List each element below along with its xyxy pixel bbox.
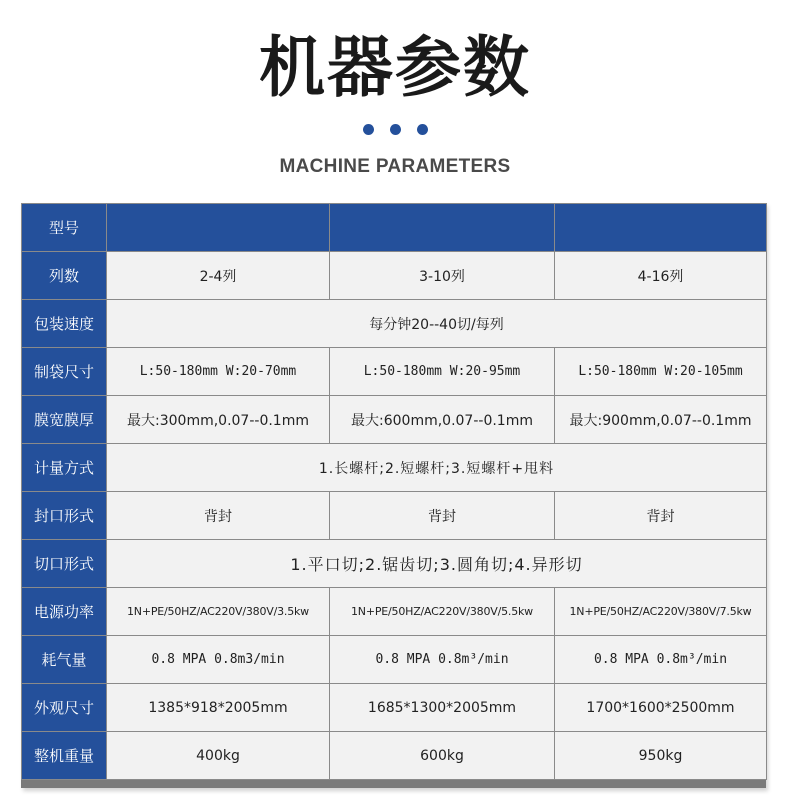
table-cell: 最大:600mm,0.07--0.1mm: [330, 396, 555, 444]
table-cell: 0.8 MPA 0.8m³/min: [330, 636, 555, 684]
table-cell: 1N+PE/50HZ/AC220V/380V/7.5kw: [555, 588, 767, 636]
table-row-weight: [22, 732, 767, 780]
table-cell: L:50-180mm W:20-105mm: [555, 348, 767, 396]
row-label: 制袋尺寸: [22, 348, 107, 396]
table-row-cut: [22, 540, 767, 588]
dot-icon: [363, 124, 374, 135]
table-cell-merged: 每分钟20--40切/每列: [107, 300, 767, 348]
row-label: 耗气量: [22, 636, 107, 684]
table-cell-merged: 1.长螺杆;2.短螺杆;3.短螺杆+甩料: [107, 444, 767, 492]
table-row-dimensions: [22, 684, 767, 732]
table-cell: L:50-180mm W:20-95mm: [330, 348, 555, 396]
dot-icon: [417, 124, 428, 135]
row-label: 外观尺寸: [22, 684, 107, 732]
parameters-table-container: [21, 203, 766, 788]
table-row-speed: [22, 300, 767, 348]
row-label: 包装速度: [22, 300, 107, 348]
table-row-metering: [22, 444, 767, 492]
table-cell: 0.8 MPA 0.8m3/min: [107, 636, 330, 684]
table-cell: 3-10列: [330, 252, 555, 300]
table-cell: 背封: [330, 492, 555, 540]
table-cell: 2-4列: [107, 252, 330, 300]
table-cell: 0.8 MPA 0.8m³/min: [555, 636, 767, 684]
table-cell: [330, 204, 555, 252]
table-cell: [555, 204, 767, 252]
table-cell: 1N+PE/50HZ/AC220V/380V/3.5kw: [107, 588, 330, 636]
table-cell: 背封: [107, 492, 330, 540]
row-label: 切口形式: [22, 540, 107, 588]
table-row-power: [22, 588, 767, 636]
decorative-dots: [0, 124, 790, 142]
table-cell: 1700*1600*2500mm: [555, 684, 767, 732]
row-label: 型号: [22, 204, 107, 252]
table-cell: 600kg: [330, 732, 555, 780]
page-title: 机器参数: [259, 29, 531, 106]
table-row-model: [22, 204, 767, 252]
table-cell: 1N+PE/50HZ/AC220V/380V/5.5kw: [330, 588, 555, 636]
table-cell: 1385*918*2005mm: [107, 684, 330, 732]
table-row-seal: [22, 492, 767, 540]
table-cell: 最大:300mm,0.07--0.1mm: [107, 396, 330, 444]
table-cell: 950kg: [555, 732, 767, 780]
table-row-air: [22, 636, 767, 684]
table-cell: 4-16列: [555, 252, 767, 300]
table-cell: 1685*1300*2005mm: [330, 684, 555, 732]
table-row-film: [22, 396, 767, 444]
table-cell: 400kg: [107, 732, 330, 780]
table-cell: 最大:900mm,0.07--0.1mm: [555, 396, 767, 444]
row-label: 整机重量: [22, 732, 107, 780]
row-label: 计量方式: [22, 444, 107, 492]
table-row-columns: [22, 252, 767, 300]
table-cell: L:50-180mm W:20-70mm: [107, 348, 330, 396]
table-cell: 背封: [555, 492, 767, 540]
table-row-bag-size: [22, 348, 767, 396]
page-subtitle: MACHINE PARAMETERS: [279, 156, 511, 177]
parameters-table: [21, 203, 767, 780]
table-cell: [107, 204, 330, 252]
row-label: 封口形式: [22, 492, 107, 540]
row-label: 电源功率: [22, 588, 107, 636]
dot-icon: [390, 124, 401, 135]
row-label: 列数: [22, 252, 107, 300]
table-cell-merged: 1.平口切;2.锯齿切;3.圆角切;4.异形切: [107, 540, 767, 588]
row-label: 膜宽膜厚: [22, 396, 107, 444]
